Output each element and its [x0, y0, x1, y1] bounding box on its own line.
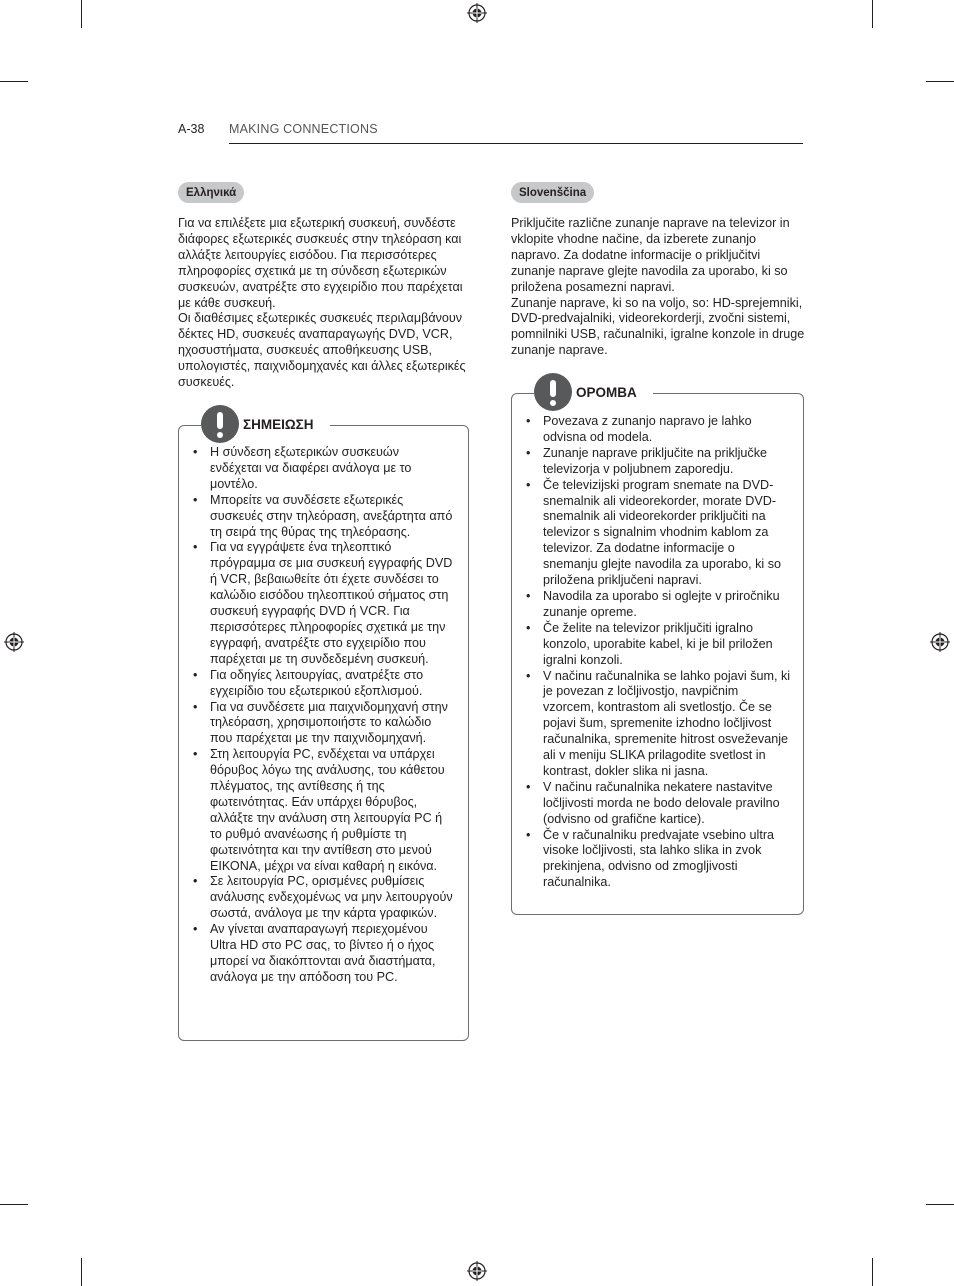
crop-mark — [926, 81, 954, 82]
list-item: • Če v računalniku predvajate vsebino ultra visoke ločljivosti, sta lahko slika in zvok prekinjena, odvisno od zmogljivosti računalnika. — [512, 828, 791, 892]
slovenian-column — [511, 182, 805, 359]
list-item: • Στη λειτουργία PC, ενδέχεται να υπάρχει θόρυβος λόγω της ανάλυσης, του κάθετου πλέγματος, της αντίθεσης ή της φωτεινότητας. Εάν υπάρχει θόρυβος, αλλάξτε την ανάλυση στη λειτουργία PC ή το ρυθμό ανανέωσης ή ρυθμίστε τη φωτεινότητα και την αντίθεση στο μενού ΕΙΚΟΝΑ, μέχρι να είναι καθαρή η εικόνα. — [179, 747, 454, 874]
list-item: • Η σύνδεση εξωτερικών συσκευών ενδέχεται να διαφέρει ανάλογα με το μοντέλο. — [179, 445, 454, 493]
intro-paragraph: Priključite različne zunanje naprave na televizor in vklopite vhodne načine, da izberete zunanjo napravo. Za dodatne informacije o priključitvi zunanje naprave glejte navodila za uporabo, ki so priložena posamezni napravi. — [511, 216, 790, 294]
language-badge: Ελληνικά — [178, 182, 244, 203]
note-box — [511, 384, 804, 915]
page-number: A-38 — [178, 122, 205, 136]
crop-mark — [0, 1204, 28, 1205]
page-header — [178, 122, 803, 146]
language-badge: Slovenščina — [511, 182, 594, 203]
crop-mark — [872, 0, 873, 28]
list-item: • Για οδηγίες λειτουργίας, ανατρέξτε στο εγχειρίδιο του εξωτερικού εξοπλισμού. — [179, 668, 454, 700]
intro-paragraph: Zunanje naprave, ki so na voljo, so: HD-sprejemniki, DVD-predvajalniki, videorekorderji, zvočni sistemi, pomnilniki USB, računalniki, igralne konzole in druge zunanje naprave. — [511, 295, 805, 358]
note-header — [534, 372, 653, 412]
intro-text — [178, 216, 470, 391]
header-rule — [229, 143, 803, 144]
list-item: • V načinu računalnika nekatere nastavitve ločljivosti morda ne bodo delovale pravilno (odvisno od grafične kartice). — [512, 780, 791, 828]
crop-mark — [81, 0, 82, 28]
list-item: • Σε λειτουργία PC, ορισμένες ρυθμίσεις ανάλυσης ενδεχομένως να μην λειτουργούν σωστά, ανάλογα με την κάρτα γραφικών. — [179, 874, 454, 922]
note-list — [512, 414, 803, 891]
registration-mark-icon — [4, 632, 24, 652]
note-label: ΣΗΜΕΙΩΣΗ — [243, 416, 314, 432]
crop-mark — [926, 1204, 954, 1205]
note-label: OPOMBA — [576, 384, 637, 400]
exclamation-icon — [534, 373, 572, 411]
section-title: MAKING CONNECTIONS — [229, 122, 378, 136]
note-list — [179, 445, 468, 986]
greek-column — [178, 182, 470, 391]
registration-mark-icon — [467, 1261, 487, 1281]
crop-mark — [872, 1258, 873, 1286]
registration-mark-icon — [467, 3, 487, 23]
note-box — [178, 416, 469, 1041]
list-item: • Αν γίνεται αναπαραγωγή περιεχομένου Ultra HD στο PC σας, το βίντεο ή ο ήχος μπορεί να διακόπτονται ανά διαστήματα, ανάλογα με την απόδοση του PC. — [179, 922, 454, 986]
note-header — [201, 404, 330, 444]
intro-paragraph: Οι διαθέσιμες εξωτερικές συσκευές περιλαμβάνουν δέκτες HD, συσκευές αναπαραγωγής DVD, VCR, ηχοσυστήματα, συσκευές αποθήκευσης USB, υπολογιστές, παιχνιδομηχανές και άλλες εξωτερικές συσκευές. — [178, 311, 466, 390]
intro-text — [511, 216, 805, 359]
intro-paragraph: Για να επιλέξετε μια εξωτερική συσκευή, συνδέστε διάφορες εξωτερικές συσκευές στην τηλεόραση και αλλάξτε λειτουργίες εισόδου. Για περισσότερες πληροφορίες σχετικά με τη σύνδεση εξωτερικών συσκευών, ανατρέξτε στο εγχειρίδιο που παρέχεται με κάθε συσκευή. — [178, 216, 463, 310]
registration-mark-icon — [930, 632, 950, 652]
crop-mark — [81, 1258, 82, 1286]
list-item: • Μπορείτε να συνδέσετε εξωτερικές συσκευές στην τηλεόραση, ανεξάρτητα από τη σειρά της θύρας της τηλεόρασης. — [179, 493, 454, 541]
list-item: • V načinu računalnika se lahko pojavi šum, ki je povezan z ločljivostjo, navpičnim vzorcem, kontrastom ali svetlostjo. Če se pojavi šum, spremenite izhodno ločljivost računalnika, spremenite hitrost osveževanje ali v meniju SLIKA prilagodite svetlost in kontrast, dokler slika ni jasna. — [512, 669, 791, 780]
list-item: • Povezava z zunanjo napravo je lahko odvisna od modela. — [512, 414, 791, 446]
list-item: • Για να εγγράψετε ένα τηλεοπτικό πρόγραμμα σε μια συσκευή εγγραφής DVD ή VCR, βεβαιωθείτε ότι έχετε συνδέσει το καλώδιο εισόδου τηλεοπτικού σήματος στη συσκευή εγγραφής DVD ή VCR. Για περισσότερες πληροφορίες σχετικά με την εγγραφή, ανατρέξτε στο εγχειρίδιο που παρέχεται με τη συνδεδεμένη συσκευή. — [179, 540, 454, 667]
list-item: • Για να συνδέσετε μια παιχνιδομηχανή στην τηλεόραση, χρησιμοποιήστε το καλώδιο που παρέχεται με την παιχνιδομηχανή. — [179, 700, 454, 748]
crop-mark — [0, 81, 28, 82]
list-item: • Če televizijski program snemate na DVD-snemalnik ali videorekorder, morate DVD-snemalnik ali videorekorder priključiti na televizor s signalnim vhodnim kablom za televizor. Za dodatne informacije o snemanju glejte navodila za uporabo, ki so priložena priključeni napravi. — [512, 478, 791, 589]
list-item: • Če želite na televizor priključiti igralno konzolo, uporabite kabel, ki je bil priložen igralni konzoli. — [512, 621, 791, 669]
list-item: • Navodila za uporabo si oglejte v priročniku zunanje opreme. — [512, 589, 791, 621]
exclamation-icon — [201, 405, 239, 443]
list-item: • Zunanje naprave priključite na priključke televizorja v poljubnem zaporedju. — [512, 446, 791, 478]
